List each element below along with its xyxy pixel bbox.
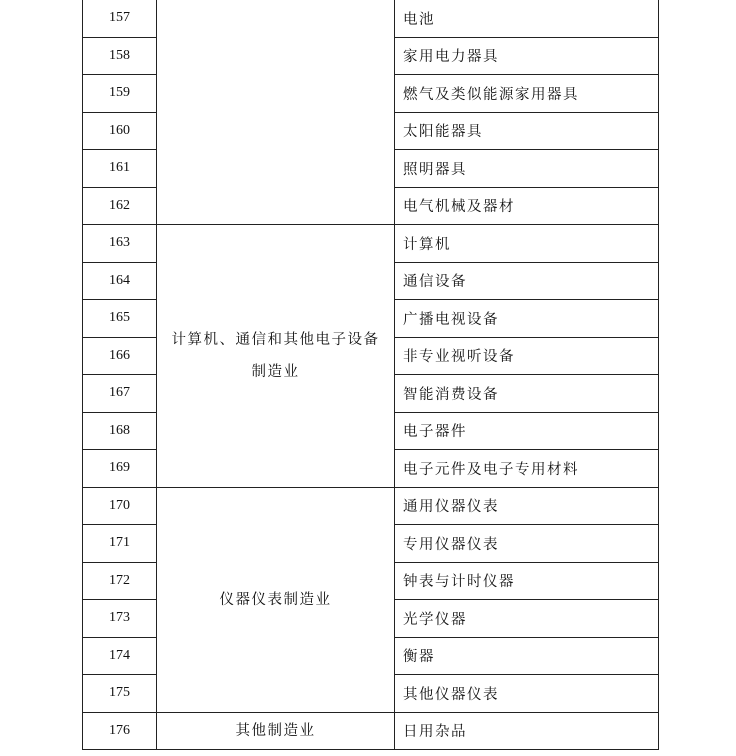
subcategory-cell: 电子元件及电子专用材料 (395, 450, 659, 488)
row-number: 176 (83, 712, 157, 750)
subcategory-cell: 电气机械及器材 (395, 187, 659, 225)
row-number: 157 (83, 0, 157, 37)
subcategory-cell: 衡器 (395, 637, 659, 675)
row-number: 175 (83, 675, 157, 713)
row-number: 163 (83, 225, 157, 263)
subcategory-cell: 日用杂品 (395, 712, 659, 750)
row-number: 158 (83, 37, 157, 75)
row-number: 161 (83, 150, 157, 188)
row-number: 174 (83, 637, 157, 675)
row-number: 162 (83, 187, 157, 225)
table-row (83, 487, 659, 525)
row-number: 169 (83, 450, 157, 488)
subcategory-cell: 通信设备 (395, 262, 659, 300)
category-cell-other: 其他制造业 (157, 712, 395, 750)
subcategory-cell: 广播电视设备 (395, 300, 659, 338)
category-cell-instrument: 仪器仪表制造业 (157, 487, 395, 712)
row-number: 170 (83, 487, 157, 525)
row-number: 165 (83, 300, 157, 338)
subcategory-cell: 燃气及类似能源家用器具 (395, 75, 659, 113)
category-cell-computer: 计算机、通信和其他电子设备制造业 (157, 225, 395, 488)
row-number: 171 (83, 525, 157, 563)
subcategory-cell: 钟表与计时仪器 (395, 562, 659, 600)
subcategory-cell: 光学仪器 (395, 600, 659, 638)
subcategory-cell: 电子器件 (395, 412, 659, 450)
subcategory-cell: 智能消费设备 (395, 375, 659, 413)
subcategory-cell: 专用仪器仪表 (395, 525, 659, 563)
subcategory-cell: 通用仪器仪表 (395, 487, 659, 525)
subcategory-cell: 其他仪器仪表 (395, 675, 659, 713)
subcategory-cell: 太阳能器具 (395, 112, 659, 150)
table-row (83, 0, 659, 37)
row-number: 164 (83, 262, 157, 300)
subcategory-cell: 电池 (395, 0, 659, 37)
subcategory-cell: 家用电力器具 (395, 37, 659, 75)
category-cell-electrical (157, 0, 395, 225)
table-row (83, 712, 659, 750)
row-number: 160 (83, 112, 157, 150)
row-number: 173 (83, 600, 157, 638)
row-number: 172 (83, 562, 157, 600)
row-number: 168 (83, 412, 157, 450)
subcategory-cell: 计算机 (395, 225, 659, 263)
row-number: 159 (83, 75, 157, 113)
row-number: 167 (83, 375, 157, 413)
row-number: 166 (83, 337, 157, 375)
subcategory-cell: 照明器具 (395, 150, 659, 188)
table-row (83, 225, 659, 263)
industry-classification-table (82, 0, 659, 750)
subcategory-cell: 非专业视听设备 (395, 337, 659, 375)
